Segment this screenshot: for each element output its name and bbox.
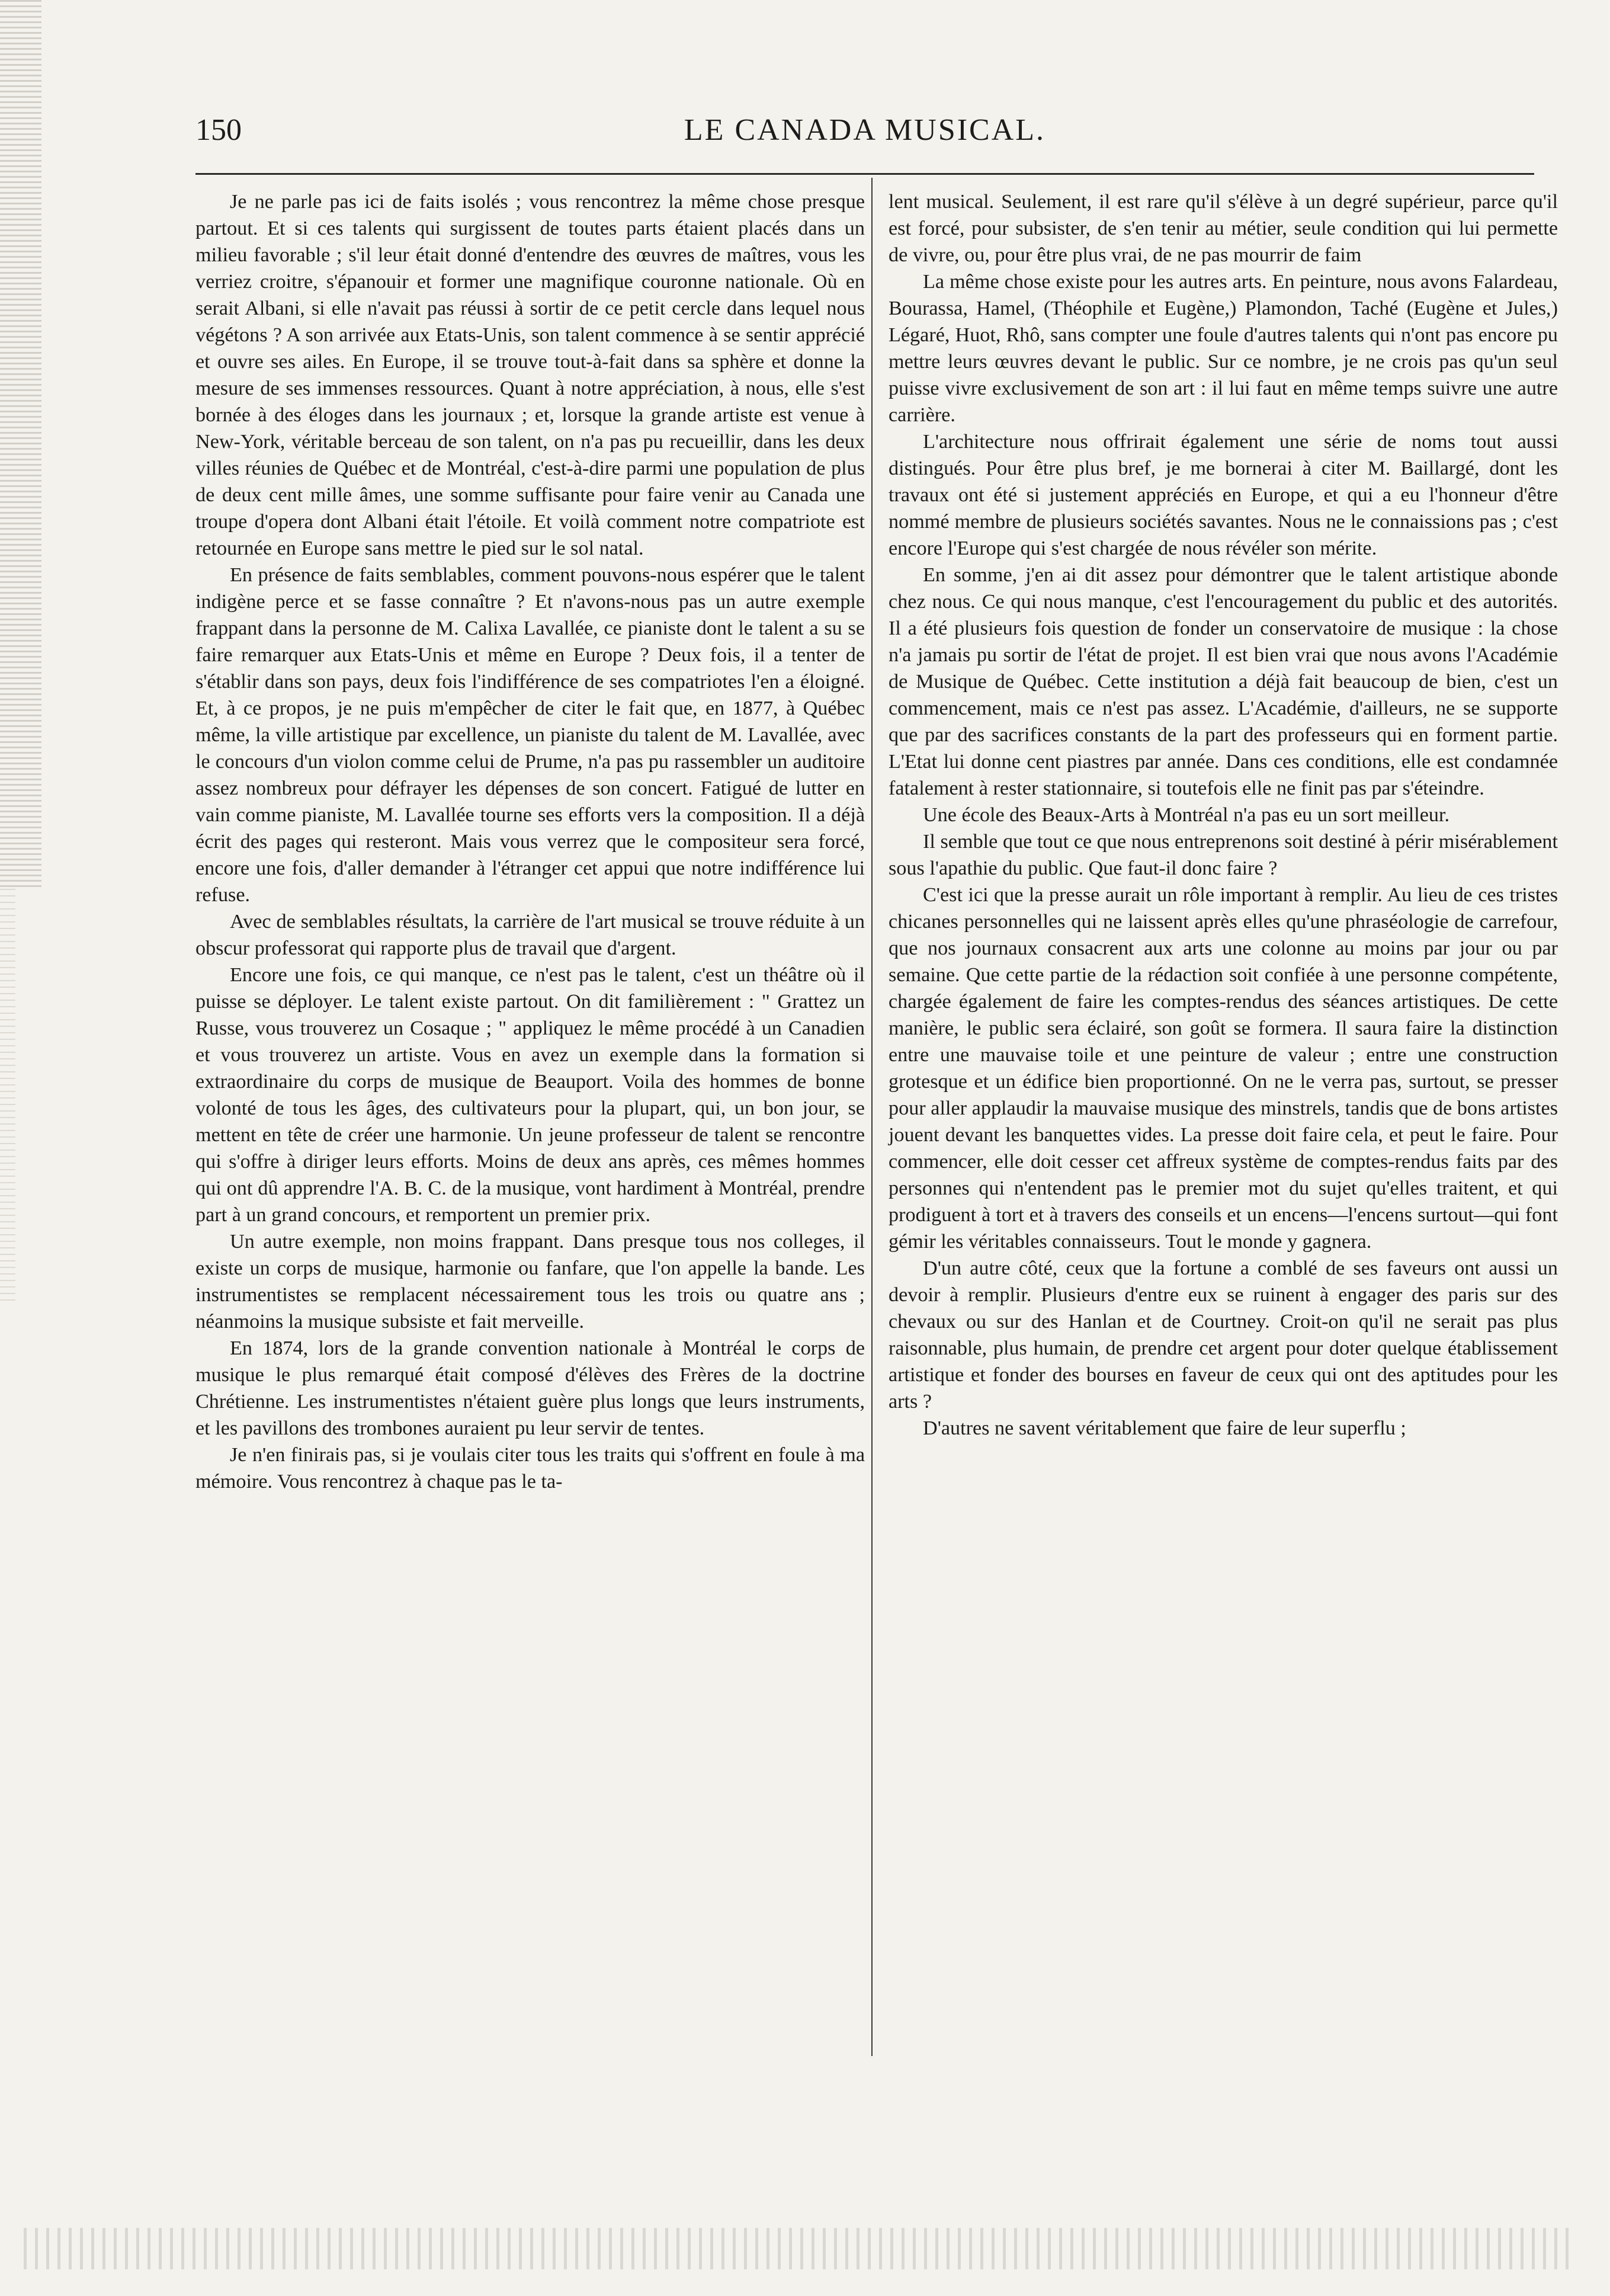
paragraph-continued: lent musical. Seulement, il est rare qu'il s'élève à un degré supérieur, parce qu'il est forcé, pour subsister, de s'en tenir au métier, seule condition qui lui permette de vivre, ou, pour être plus vrai, de ne pas mourrir de faim	[889, 191, 1558, 266]
page-header	[195, 113, 1534, 166]
paragraph: En 1874, lors de la grande convention nationale à Montréal le corps de musique le plus remarqué était composé d'élèves des Frères de la doctrine Chrétienne. Les instrumentistes n'étaient guère plus longs que leurs instruments, et les pavillons des trombones auraient pu leur servir de tentes.	[195, 1337, 865, 1439]
paragraph: La même chose existe pour les autres arts. En peinture, nous avons Falardeau, Bourassa, Hamel, (Théophile et Eugène,) Plamondon, Taché (Eugène et Jules,) Légaré, Huot, Rhô, sans compter une foule d'autres talents qui n'ont pas encore pu mettre leurs œuvres devant le public. Sur ce nombre, je ne crois pas qu'un seul puisse vivre exclusivement de son art : il lui faut en même temps suivre une autre carrière.	[889, 271, 1558, 426]
running-title: LE CANADA MUSICAL.	[684, 113, 1046, 147]
paragraph: Avec de semblables résultats, la carrière de l'art musical se trouve réduite à un obscur professorat qui rapporte plus de travail que d'argent.	[195, 911, 865, 959]
paragraph: D'autres ne savent véritablement que faire de leur superflu ;	[923, 1417, 1406, 1439]
paragraph: En somme, j'en ai dit assez pour démontrer que le talent artistique abonde chez nous. Ce qui nous manque, c'est l'encouragement du public et des autorités. Il a été plusieurs fois question de fonder un conservatoire de musique : la chose n'a jamais pu sortir de l'état de projet. Il est bien vrai que nous avons l'Académie de Musique de Québec. Cette institution a déjà fait beaucoup de bien, c'est un commencement, mais ce n'est pas assez. L'Académie, d'ailleurs, ne se supporte que par des sacrifices constants de la part des professeurs qui en forment partie. L'Etat lui donne cent piastres par année. Dans ces conditions, elle est condamnée fatalement à rester stationnaire, si toutefois elle ne finit pas par s'éteindre.	[889, 564, 1558, 799]
paragraph: Encore une fois, ce qui manque, ce n'est pas le talent, c'est un théâtre où il puisse se déployer. Le talent existe partout. On dit familièrement : " Grattez un Russe, vous trouverez un Cosaque ; " appliquez le même procédé à un Canadien et vous trouverez un artiste. Vous en avez un exemple dans la formation si extraordinaire du corps de musique de Beauport. Voila des hommes de bonne volonté de tous les âges, des cultivateurs pour la plupart, qui, un bon jour, se mettent en tête de créer une harmonie. Un jeune professeur de talent se rencontre qui s'offre à diriger leurs efforts. Moins de deux ans après, ces mêmes hommes qui ont dû apprendre l'A. B. C. de la musique, vont hardiment à Montréal, prendre part à un grand concours, et remportent un premier prix.	[195, 964, 865, 1226]
paragraph: Je n'en finirais pas, si je voulais citer tous les traits qui s'offrent en foule à ma mémoire. Vous rencontrez à chaque pas le ta-	[195, 1444, 865, 1493]
paragraph: Un autre exemple, non moins frappant. Dans presque tous nos colleges, il existe un corps de musique, harmonie ou fanfare, que l'on appelle la bande. Les instrumentistes se remplacent nécessairement tous les trois ou quatre ans ; néanmoins la musique subsiste et fait merveille.	[195, 1231, 865, 1333]
paragraph: En présence de faits semblables, comment pouvons-nous espérer que le talent indigène perce et se fasse connaître ? Et n'avons-nous pas un autre exemple frappant dans la personne de M. Calixa Lavallée, ce pianiste dont le talent a su se faire remarquer aux Etats-Unis et même en Europe ? Deux fois, il a tenter de s'établir dans son pays, deux fois l'indifférence de ses compatriotes l'en a éloigné. Et, à ce propos, je ne puis m'empêcher de citer le fait que, en 1877, à Québec même, la ville artistique par excellence, un pianiste du talent de M. Lavallée, avec le concours d'un violon comme celui de Prume, n'a pas pu rassembler un auditoire assez nombreux pour défrayer les dépenses de son concert. Fatigué de lutter en vain comme pianiste, M. Lavallée tourne ses efforts vers la composition. Il a déjà écrit des pages qui resteront. Mais vous verrez que le compositeur sera forcé, encore une fois, d'aller demander à l'étranger cet appui que notre indifférence lui refuse.	[195, 564, 865, 906]
left-column	[195, 188, 865, 1495]
page-number: 150	[195, 113, 242, 147]
paragraph: C'est ici que la presse aurait un rôle important à remplir. Au lieu de ces tristes chicanes personnelles qui ne laissent après elles qu'une phraséologie de carrefour, que nos journaux consacrent aux arts une colonne au moins par jour ou par semaine. Que cette partie de la rédaction soit confiée à une personne compétente, chargée également de faire les comptes-rendus des séances artistiques. De cette manière, le public sera éclairé, son goût se formera. Il saura faire la distinction entre une mauvaise toile et une peinture de valeur ; entre une construction grotesque et un édifice bien proportionné. On ne le verra pas, surtout, se presser pour aller applaudir la mauvaise musique des minstrels, tandis que de bons artistes jouent devant les banquettes vides. La presse doit faire cela, et peut le faire. Pour commencer, elle doit cesser cet affreux système de comptes-rendus faits par des personnes qui n'entendent pas le premier mot du sujet qu'elles traitent, et qui prodiguent à tort et à travers des conseils et un encens—l'encens surtout—qui font gémir les véritables connaisseurs. Tout le monde y gagnera.	[889, 884, 1558, 1253]
page-binding-edge-lower	[0, 889, 15, 1304]
header-rule	[195, 173, 1534, 175]
scan-smudge	[24, 2228, 1576, 2269]
paragraph: Une école des Beaux-Arts à Montréal n'a pas eu un sort meilleur.	[923, 804, 1450, 826]
paragraph: Je ne parle pas ici de faits isolés ; vous rencontrez la même chose presque partout. Et si ces talents qui surgissent de toutes parts étaient placés dans un milieu favorable ; s'il leur était donné d'entendre des œuvres de maîtres, vous les verriez croitre, s'épanouir et former une magnifique couronne nationale. Où en serait Albani, si elle n'avait pas réussi à sortir de ce petit cercle dans lequel nous végétons ? A son arrivée aux Etats-Unis, son talent commence à se sentir apprécié et ouvre ses ailes. En Europe, il se trouve tout-à-fait dans sa sphère et donne la mesure de ses immenses ressources. Quant à notre appréciation, à nous, elle s'est bornée à des éloges dans les journaux ; et, lorsque la grande artiste est venue à New-York, véritable berceau de son talent, on n'a pas pu recueillir, dans les deux villes réunies de Québec et de Montréal, c'est-à-dire parmi une population de plus de deux cent mille âmes, une somme suffisante pour faire venir au Canada une troupe d'opera dont Albani était l'étoile. Et voilà comment notre compatriote est retournée en Europe sans mettre le pied sur le sol natal.	[195, 191, 865, 559]
page-binding-edge	[0, 0, 41, 889]
paragraph: D'un autre côté, ceux que la fortune a comblé de ses faveurs ont aussi un devoir à remplir. Plusieurs d'entre eux se ruinent à engager des paris sur des chevaux ou sur des Hanlan et de Courtney. Croit-on qu'il ne serait pas plus raisonnable, plus humain, de prendre cet argent pour doter quelque établissement artistique et fonder des bourses en faveur de ceux qui ont des aptitudes pour les arts ?	[889, 1257, 1558, 1413]
paragraph: Il semble que tout ce que nous entreprenons soit destiné à périr misérablement sous l'apathie du public. Que faut-il donc faire ?	[889, 831, 1558, 879]
column-divider	[871, 178, 873, 2056]
paragraph: L'architecture nous offrirait également une série de noms tout aussi distingués. Pour être plus bref, je me bornerai à citer M. Baillargé, dont les travaux ont été si justement appréciés en Europe, et qui a eu l'honneur d'être nommé membre de plusieurs sociétés savantes. Nous ne le connaissions pas ; c'est encore l'Europe qui s'est chargée de nous révéler son mérite.	[889, 431, 1558, 559]
right-column	[889, 188, 1558, 1442]
